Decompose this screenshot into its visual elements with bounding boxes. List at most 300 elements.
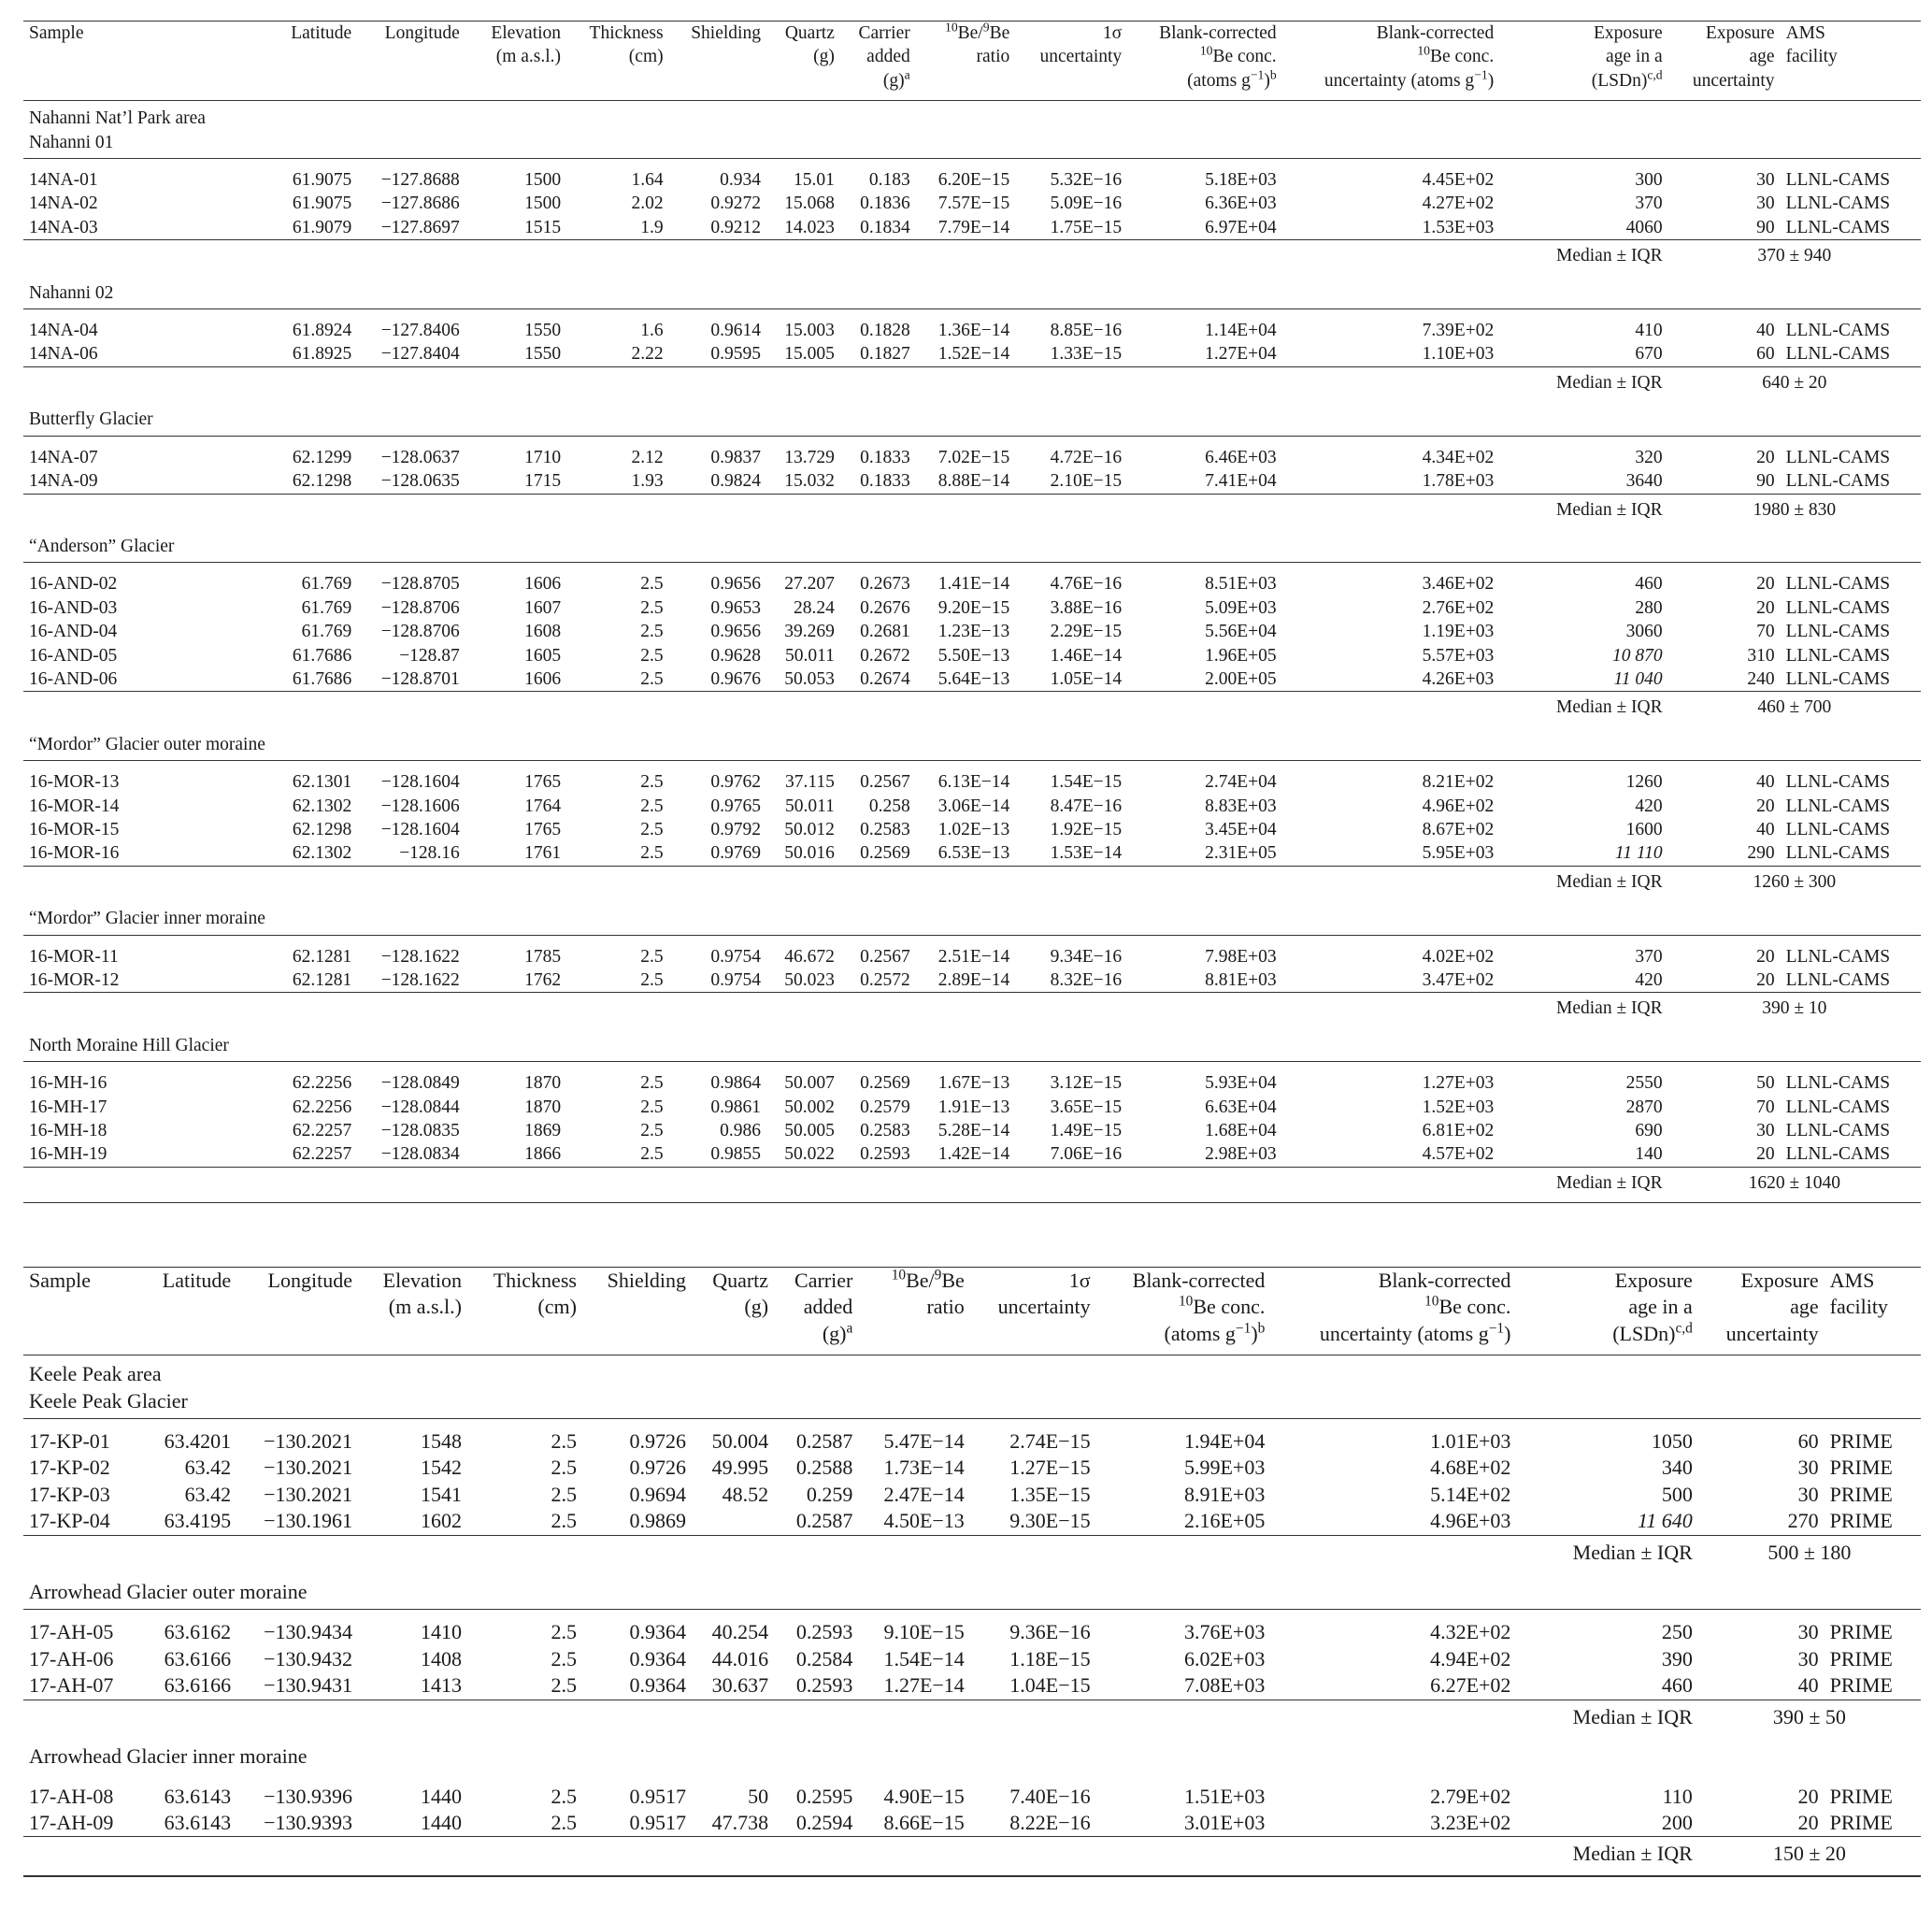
- table-cell: PRIME: [1829, 1509, 1893, 1533]
- table-cell: 0.2584: [795, 1646, 853, 1671]
- table-cell: 37.115: [766, 761, 840, 795]
- table-cell: 16-AND-06: [29, 668, 118, 689]
- table-cell: PRIME: [1829, 1810, 1893, 1834]
- col-header-ratio: [858, 1268, 969, 1355]
- table-cell: 2.5: [566, 1062, 669, 1096]
- table-cell: 20: [1668, 563, 1781, 596]
- table-cell: 1.27E−14: [883, 1673, 965, 1698]
- table-cell: 200: [1661, 1810, 1693, 1834]
- median-value: 640 ± 20: [1668, 366, 1921, 402]
- table-cell: 6.53E−13: [937, 843, 1010, 864]
- table-cell: 1.53E+03: [1422, 217, 1495, 237]
- table-cell: 290: [1747, 843, 1775, 864]
- table-cell: 0.9726: [582, 1419, 692, 1456]
- table-cell: 3.76E+03: [1096, 1610, 1271, 1646]
- superscript: 9: [982, 20, 990, 35]
- table-cell: 1870: [524, 1097, 562, 1117]
- table-cell: 4.90E−15: [883, 1784, 965, 1808]
- table-cell: 0.9364: [582, 1610, 692, 1646]
- header-label: Latitude: [162, 1269, 232, 1292]
- table-row: [23, 620, 1921, 643]
- header-label: Exposure: [1740, 1269, 1819, 1292]
- table-cell: 0.2593: [860, 1144, 910, 1165]
- table-cell: 70: [1756, 1097, 1775, 1117]
- table-cell: 1.27E−15: [1009, 1456, 1091, 1480]
- table-cell: −128.1604: [380, 819, 460, 839]
- table-cell: 4.27E+02: [1422, 194, 1495, 214]
- table-cell: 0.2567: [840, 935, 916, 968]
- table-cell: 3.88E−16: [1050, 597, 1123, 618]
- table-cell: 1.68E+04: [1205, 1121, 1277, 1141]
- table-cell: 1.67E−13: [916, 1062, 1016, 1096]
- table-cell: 140: [1635, 1144, 1663, 1165]
- table-cell: 1550: [465, 309, 566, 343]
- table-2-header: [23, 1268, 1921, 1355]
- table-row: [23, 309, 1921, 343]
- table-cell: 3640: [1625, 471, 1663, 492]
- table-cell: 16-MOR-11: [23, 935, 271, 968]
- table-cell: 13.729: [766, 436, 840, 469]
- header-label: Exposure: [1614, 1269, 1693, 1292]
- table-cell: 50: [1668, 1062, 1781, 1096]
- table-cell: LLNL-CAMS: [1781, 309, 1921, 343]
- table-row: [23, 761, 1921, 795]
- table-cell: 0.9676: [710, 668, 761, 689]
- table-cell: 0.9212: [710, 217, 761, 237]
- header-label: Be conc.: [1212, 47, 1277, 67]
- table-cell: 10 870: [1612, 645, 1663, 666]
- table-cell: PRIME: [1829, 1482, 1893, 1506]
- table-cell: 1.42E−14: [937, 1144, 1010, 1165]
- table-cell: 2.5: [640, 843, 664, 864]
- col-header-conc_unc: [1282, 22, 1500, 101]
- table-cell: 17-KP-04: [29, 1509, 110, 1533]
- table-cell: 8.85E−16: [1015, 309, 1127, 343]
- table-cell: 0.2681: [860, 622, 910, 642]
- table-row: [23, 644, 1921, 667]
- table-cell: 1785: [465, 935, 566, 968]
- table-cell: −130.9393: [264, 1810, 352, 1834]
- table-cell: 1765: [524, 819, 562, 839]
- header-label: uncertainty: [1725, 1321, 1819, 1345]
- table-cell: 50.007: [766, 1062, 840, 1096]
- superscript: b: [1269, 67, 1277, 82]
- table-cell: 320: [1499, 436, 1667, 469]
- table-cell: 1.27E+03: [1282, 1062, 1500, 1096]
- header-label: Quartz: [784, 23, 835, 43]
- header-label: Blank-corrected: [1376, 23, 1495, 43]
- median-row: [23, 366, 1921, 402]
- table-row: [23, 1062, 1921, 1096]
- table-cell: 3.12E−15: [1015, 1062, 1127, 1096]
- table-cell: −128.8705: [357, 563, 465, 596]
- group-title-row: [23, 1028, 1921, 1062]
- table-cell: −127.8404: [380, 344, 460, 365]
- table-cell: 40.254: [692, 1610, 774, 1646]
- table-cell: 1.6: [566, 309, 669, 343]
- median-label: Median ± IQR: [1499, 1167, 1667, 1202]
- table-cell: 0.2674: [860, 668, 910, 689]
- median-label: Median ± IQR: [1499, 240, 1667, 276]
- table-cell: 1.18E−15: [1009, 1646, 1091, 1671]
- table-cell: 2.12: [566, 436, 669, 469]
- median-row: [23, 993, 1921, 1028]
- table-cell: 16-MH-17: [29, 1097, 107, 1117]
- table-cell: LLNL-CAMS: [1785, 194, 1891, 214]
- table-cell: 17-AH-07: [29, 1673, 114, 1698]
- superscript: 10: [891, 1267, 907, 1284]
- table-cell: 8.22E−16: [1009, 1810, 1091, 1834]
- table-cell: 1602: [420, 1509, 462, 1533]
- header-label: Shielding: [691, 23, 761, 43]
- col-header-conc_unc: [1270, 1268, 1516, 1355]
- table-cell: 0.9272: [710, 194, 761, 214]
- table-cell: 50.016: [784, 843, 835, 864]
- table-cell: 5.47E−14: [858, 1419, 969, 1456]
- table-cell: 61.7686: [292, 645, 352, 666]
- table-cell: 2.5: [640, 668, 664, 689]
- table-cell: 61.9075: [292, 194, 352, 214]
- table-cell: 0.1827: [860, 344, 910, 365]
- col-header-thickness: [467, 1268, 582, 1355]
- table-cell: 1.14E+04: [1127, 309, 1282, 343]
- table-cell: 16-MOR-14: [29, 796, 120, 816]
- table-cell: 7.06E−16: [1050, 1144, 1123, 1165]
- table-cell: −128.0835: [380, 1121, 460, 1141]
- table-cell: 1410: [358, 1610, 467, 1646]
- table-cell: 1.41E−14: [916, 563, 1016, 596]
- group-title-line: Arrowhead Glacier inner moraine: [29, 1744, 308, 1769]
- table-cell: 0.9765: [710, 796, 761, 816]
- median-row: [23, 866, 1921, 901]
- header-label: Be/: [957, 23, 983, 43]
- table-cell: 0.9824: [710, 471, 761, 492]
- table-cell: 8.47E−16: [1050, 796, 1123, 816]
- table-cell: 50.004: [692, 1419, 774, 1456]
- table-cell: 2.5: [640, 1121, 664, 1141]
- table-cell: −128.0637: [357, 436, 465, 469]
- table-cell: LLNL-CAMS: [1785, 1144, 1891, 1165]
- table-cell: 2.5: [640, 622, 664, 642]
- table-cell: 1.05E−14: [1050, 668, 1123, 689]
- table-cell: 16-AND-02: [23, 563, 271, 596]
- col-header-sample: [23, 1268, 139, 1355]
- table-cell: 1413: [420, 1673, 462, 1698]
- median-label: Median ± IQR: [1516, 1535, 1697, 1573]
- table-cell: LLNL-CAMS: [1785, 796, 1891, 816]
- table-cell: 8.67E+02: [1422, 819, 1495, 839]
- group-title-row: [23, 276, 1921, 309]
- table-cell: 1765: [465, 761, 566, 795]
- table-cell: 280: [1635, 597, 1663, 618]
- table-cell: 460: [1661, 1673, 1693, 1698]
- table-cell: 39.269: [784, 622, 835, 642]
- table-cell: 2.51E−14: [916, 935, 1016, 968]
- header-label: Carrier: [858, 23, 910, 43]
- table-cell: 1408: [420, 1646, 462, 1671]
- header-label: Be: [941, 1269, 965, 1292]
- header-unit: ): [1504, 1321, 1511, 1345]
- group-title-row: [23, 901, 1921, 935]
- table-cell: PRIME: [1829, 1646, 1893, 1671]
- superscript: −1: [1235, 1320, 1252, 1337]
- table-cell: LLNL-CAMS: [1785, 645, 1891, 666]
- table-cell: 0.1836: [860, 194, 910, 214]
- group-title-line: North Moraine Hill Glacier: [29, 1035, 229, 1055]
- table-cell: 61.9075: [271, 159, 358, 193]
- table-cell: 2.76E+02: [1422, 597, 1495, 618]
- table-cell: 460: [1499, 563, 1667, 596]
- table-cell: 5.57E+03: [1422, 645, 1495, 666]
- header-unit: ): [1251, 1321, 1258, 1345]
- table-cell: 2870: [1625, 1097, 1663, 1117]
- table-cell: 1.51E+03: [1183, 1784, 1266, 1808]
- median-row: [23, 1837, 1921, 1875]
- table-cell: LLNL-CAMS: [1785, 1097, 1891, 1117]
- table-cell: 1.78E+03: [1422, 471, 1495, 492]
- table-row: [23, 1096, 1921, 1119]
- table-cell: 1600: [1625, 819, 1663, 839]
- table-cell: 17-AH-09: [29, 1810, 114, 1834]
- table-cell: −130.9432: [264, 1646, 352, 1671]
- table-cell: 44.016: [711, 1646, 769, 1671]
- table-cell: 90: [1756, 217, 1775, 237]
- table-cell: 2.5: [640, 597, 664, 618]
- table-cell: 1710: [465, 436, 566, 469]
- table-cell: 0.2587: [795, 1509, 853, 1533]
- median-row: [23, 1700, 1921, 1738]
- table-cell: 15.068: [784, 194, 835, 214]
- col-header-quartz: [692, 1268, 774, 1355]
- table-cell: 62.1299: [271, 436, 358, 469]
- table-cell: LLNL-CAMS: [1785, 1121, 1891, 1141]
- table-cell: 30: [1756, 194, 1775, 214]
- table-1-body: [23, 101, 1921, 1204]
- table-row: [23, 818, 1921, 841]
- table-cell: 1.52E+03: [1422, 1097, 1495, 1117]
- table-cell: −128.1606: [380, 796, 460, 816]
- table-cell: 2.5: [566, 761, 669, 795]
- header-label: Carrier: [794, 1269, 853, 1292]
- table-cell: 0.9517: [629, 1784, 686, 1808]
- table-cell: 17-AH-08: [29, 1784, 114, 1808]
- table-cell: 2.5: [551, 1482, 577, 1506]
- table-cell: 1.54E−15: [1015, 761, 1127, 795]
- table-cell: 0.9864: [669, 1062, 766, 1096]
- table-cell: 62.1298: [292, 819, 352, 839]
- table-cell: 61.9079: [292, 217, 352, 237]
- table-cell: 0.1828: [840, 309, 916, 343]
- header-label: age in a: [1605, 47, 1663, 67]
- table-cell: 310: [1747, 645, 1775, 666]
- table-cell: 1.36E−14: [916, 309, 1016, 343]
- table-cell: 690: [1635, 1121, 1663, 1141]
- table-cell: 4.26E+03: [1422, 668, 1495, 689]
- group-title: [23, 101, 1921, 159]
- table-cell: 50.011: [784, 796, 835, 816]
- table-cell: 3.65E−15: [1050, 1097, 1123, 1117]
- table-cell: 1.73E−14: [883, 1456, 965, 1480]
- header-label: (LSDn): [1591, 70, 1648, 91]
- header-label: Blank-corrected: [1378, 1269, 1511, 1292]
- median-row: [23, 494, 1921, 529]
- table-cell: 0.2588: [795, 1456, 853, 1480]
- table-cell: 0.9628: [710, 645, 761, 666]
- col-header-carrier: [774, 1268, 858, 1355]
- table-cell: 9.10E−15: [858, 1610, 969, 1646]
- table-cell: 8.81E+03: [1205, 970, 1277, 990]
- table-cell: 2.00E+05: [1205, 668, 1277, 689]
- median-label: Median ± IQR: [1516, 1837, 1697, 1875]
- table-cell: 11 110: [1614, 843, 1663, 864]
- table-cell: 40: [1668, 309, 1781, 343]
- table-cell: 50.022: [784, 1144, 835, 1165]
- table-cell: 6.27E+02: [1430, 1673, 1511, 1698]
- table-cell: 7.08E+03: [1183, 1673, 1266, 1698]
- group-title-line: Nahanni 01: [29, 132, 114, 152]
- table-cell: 62.1281: [271, 935, 358, 968]
- header-unit: (g): [882, 70, 905, 91]
- table-cell: 1.04E−15: [1009, 1673, 1091, 1698]
- header-label: Latitude: [291, 23, 352, 43]
- table-cell: 62.2257: [292, 1121, 352, 1141]
- col-header-shielding: [582, 1268, 692, 1355]
- table-cell: 1762: [524, 970, 562, 990]
- table-cell: 4.02E+02: [1282, 935, 1500, 968]
- table-cell: 16-MOR-15: [29, 819, 120, 839]
- median-value: 1620 ± 1040: [1668, 1167, 1921, 1202]
- table-row: [23, 469, 1921, 494]
- group-title: [23, 727, 1921, 761]
- table-row: [23, 159, 1921, 193]
- group-title-row: [23, 1355, 1921, 1419]
- table-cell: 20: [1756, 796, 1775, 816]
- median-label: Median ± IQR: [1499, 366, 1667, 402]
- table-cell: −128.8706: [380, 597, 460, 618]
- table-cell: 1.35E−15: [1009, 1482, 1091, 1506]
- table-row: [23, 1810, 1921, 1837]
- table-cell: 8.66E−15: [883, 1810, 965, 1834]
- header-label: Sample: [29, 23, 84, 43]
- table-cell: LLNL-CAMS: [1785, 819, 1891, 839]
- table-cell: 8.83E+03: [1205, 796, 1277, 816]
- table-cell: 5.32E−16: [1015, 159, 1127, 193]
- table-cell: 4.76E−16: [1015, 563, 1127, 596]
- table-cell: 250: [1516, 1610, 1697, 1646]
- table-cell: 8.88E−14: [937, 471, 1010, 492]
- table-cell: −128.16: [399, 843, 460, 864]
- header-unit: (m a.s.l.): [388, 1295, 462, 1319]
- median-label: Median ± IQR: [1499, 692, 1667, 727]
- header-label: added: [866, 47, 910, 67]
- table-cell: 1.02E−13: [937, 819, 1010, 839]
- table-cell: 370: [1635, 194, 1663, 214]
- table-cell: 4060: [1625, 217, 1663, 237]
- table-cell: LLNL-CAMS: [1785, 471, 1891, 492]
- table-cell: LLNL-CAMS: [1785, 344, 1891, 365]
- table-cell: 0.259: [806, 1482, 853, 1506]
- table-cell: 1.27E+04: [1205, 344, 1277, 365]
- table-cell: 2.31E+05: [1205, 843, 1277, 864]
- table-cell: 50.023: [784, 970, 835, 990]
- table-row: [23, 342, 1921, 366]
- table-cell: 61.769: [301, 622, 352, 642]
- table-cell: 1542: [420, 1456, 462, 1480]
- table-cell: LLNL-CAMS: [1781, 436, 1921, 469]
- table-cell: 0.9837: [669, 436, 766, 469]
- table-cell: 1.53E−14: [1050, 843, 1123, 864]
- table-cell: 3060: [1625, 622, 1663, 642]
- table-cell: 70: [1756, 622, 1775, 642]
- table-cell: 340: [1661, 1456, 1693, 1480]
- median-row: [23, 692, 1921, 727]
- header-label: Thickness: [589, 23, 664, 43]
- table-cell: 4.32E+02: [1270, 1610, 1516, 1646]
- table-cell: 15.005: [784, 344, 835, 365]
- table-cell: 62.1298: [292, 471, 352, 492]
- superscript: 10: [1199, 43, 1213, 58]
- header-label: Exposure: [1593, 23, 1663, 43]
- table-cell: 1500: [524, 194, 562, 214]
- table-cell: 7.98E+03: [1127, 935, 1282, 968]
- table-cell: 20: [1668, 935, 1781, 968]
- median-row: [23, 1535, 1921, 1573]
- superscript: c,d: [1647, 67, 1663, 82]
- table-cell: 0.9754: [669, 935, 766, 968]
- table-cell: 1764: [524, 796, 562, 816]
- table-cell: 1.10E+03: [1422, 344, 1495, 365]
- group-title-row: [23, 1573, 1921, 1610]
- table-cell: 1.9: [640, 217, 664, 237]
- col-header-longitude: [357, 22, 465, 101]
- table-cell: 16-AND-04: [29, 622, 118, 642]
- table-cell: 63.42: [184, 1482, 232, 1506]
- table-cell: 63.6162: [139, 1610, 236, 1646]
- table-cell: 1550: [524, 344, 562, 365]
- table-cell: 2.5: [467, 1610, 582, 1646]
- header-unit: ): [1487, 70, 1495, 91]
- table-cell: 2.5: [640, 645, 664, 666]
- table-cell: 63.6166: [164, 1646, 232, 1671]
- table-row: [23, 1419, 1921, 1456]
- table-row: [23, 935, 1921, 968]
- table-cell: LLNL-CAMS: [1781, 761, 1921, 795]
- table-cell: 46.672: [766, 935, 840, 968]
- table-cell: −128.0844: [380, 1097, 460, 1117]
- table-row: [23, 563, 1921, 596]
- table-cell: 63.6143: [164, 1784, 232, 1808]
- header-unit: (g): [744, 1295, 769, 1319]
- table-cell: 50: [748, 1784, 769, 1808]
- header-label: uncertainty: [1039, 47, 1123, 67]
- table-cell: 1869: [524, 1121, 562, 1141]
- table-row: [23, 968, 1921, 993]
- table-row: [23, 667, 1921, 692]
- group-title-row: [23, 402, 1921, 436]
- table-cell: 0.9861: [710, 1097, 761, 1117]
- table-cell: 0.2579: [860, 1097, 910, 1117]
- median-value: 1260 ± 300: [1668, 866, 1921, 901]
- table-cell: 30: [1668, 159, 1781, 193]
- superscript: 10: [945, 20, 958, 35]
- table-cell: 2.5: [566, 935, 669, 968]
- table-cell: 0.2593: [795, 1673, 853, 1698]
- closing-rule: [23, 1203, 1921, 1204]
- table-cell: 2.74E−15: [970, 1419, 1096, 1456]
- table-cell: 63.6166: [164, 1673, 232, 1698]
- table-cell: 420: [1635, 796, 1663, 816]
- table-cell: 1.33E−15: [1050, 344, 1123, 365]
